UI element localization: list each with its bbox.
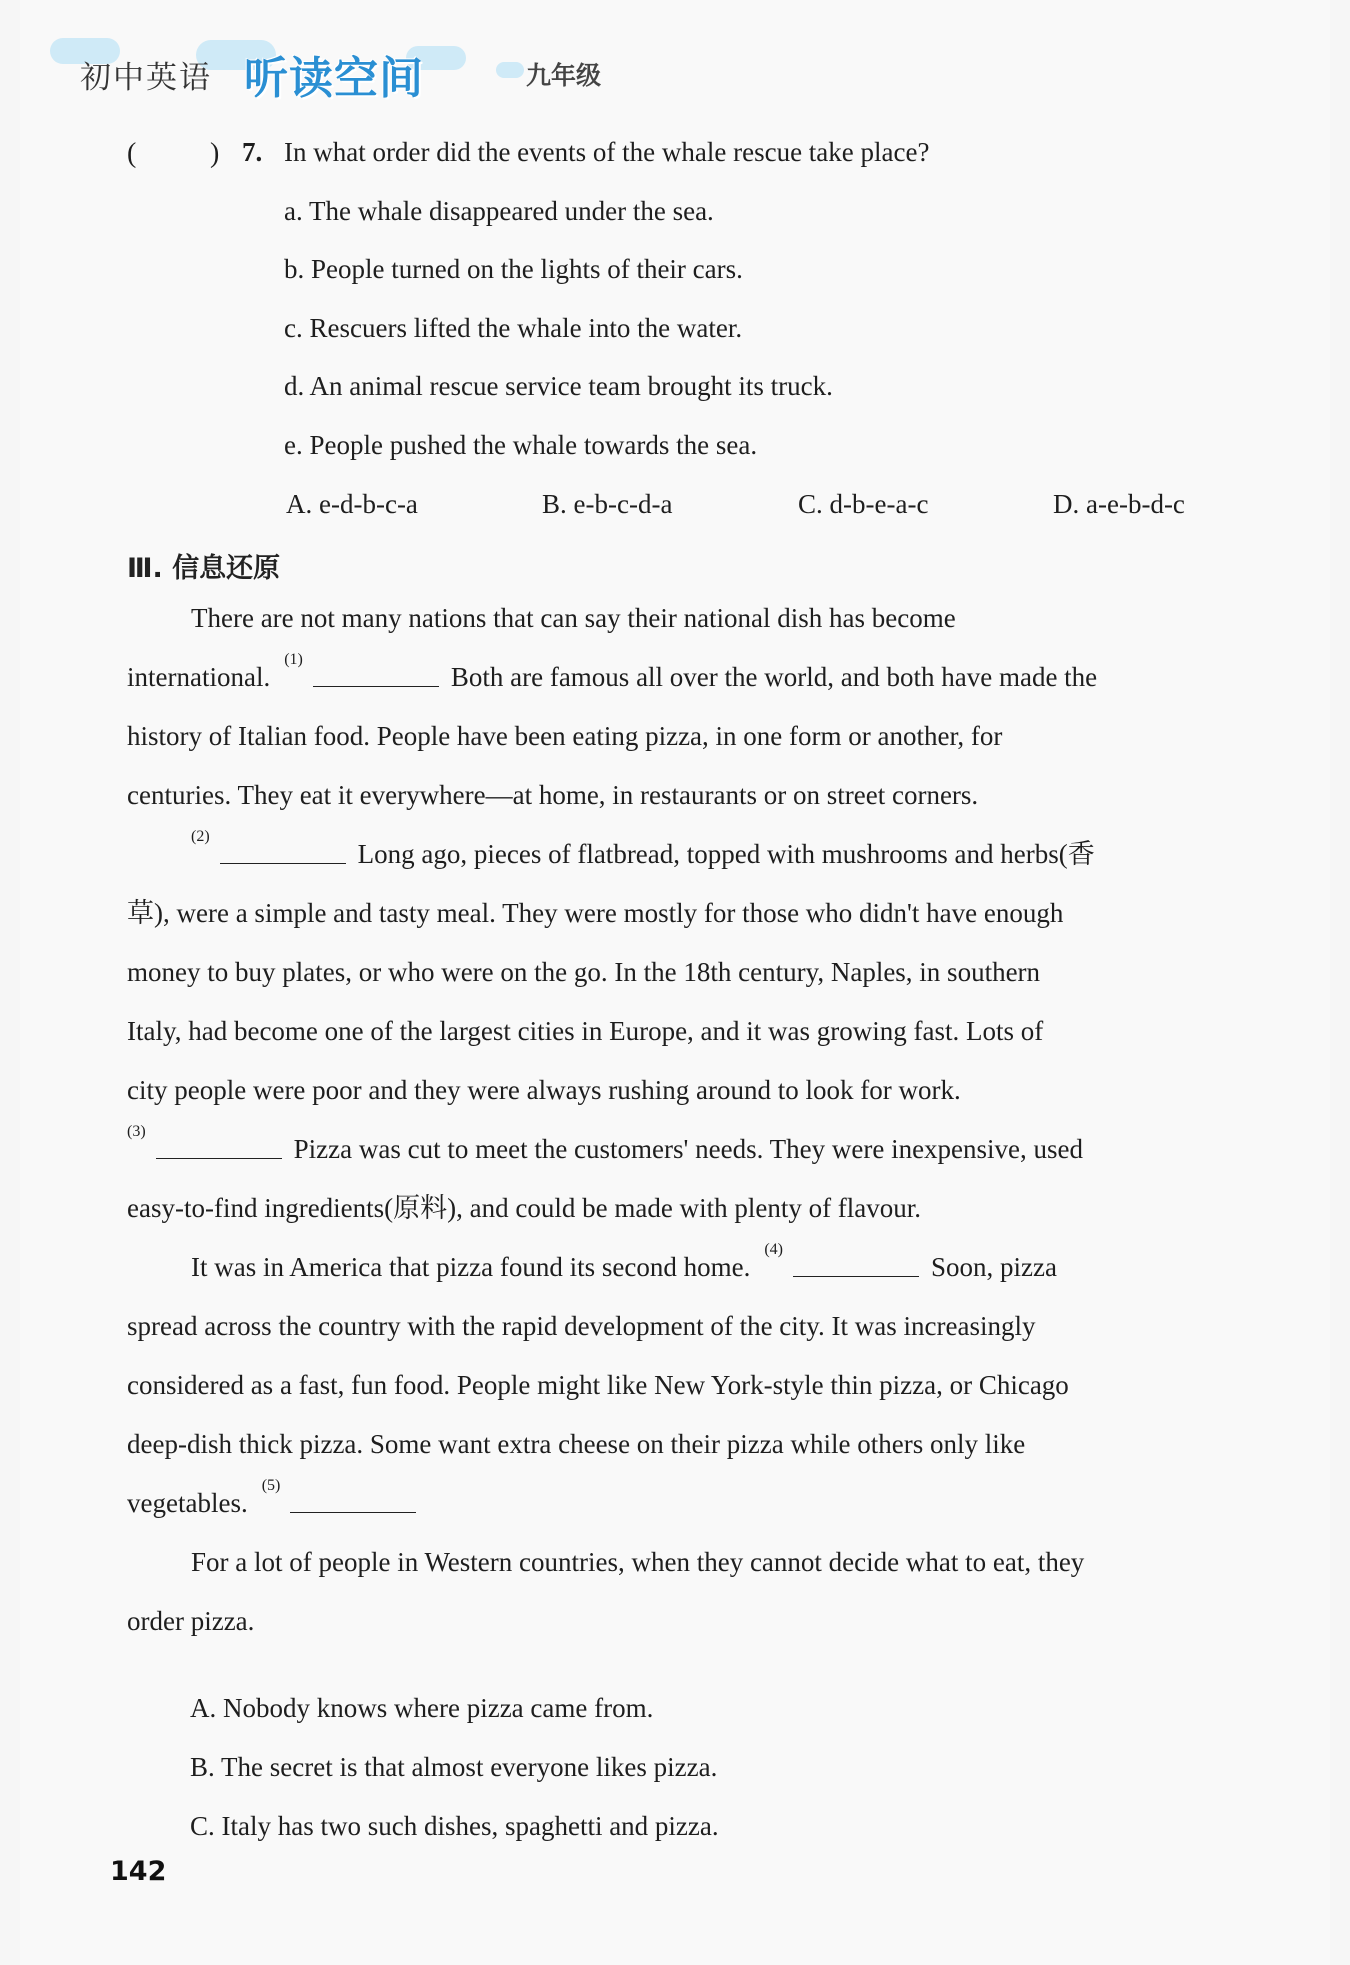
choice-b: B. e-b-c-d-a [542,489,673,519]
paragraph-line [127,828,1317,869]
text: Soon, pizza [931,1252,1057,1282]
choice-a: A. e-d-b-c-a [286,489,418,519]
paragraph-line [127,1077,1253,1104]
text: order pizza. [127,1606,255,1636]
answer-option-a: A. Nobody knows where pizza came from. [190,1693,654,1723]
text: city people were poor and they were always rushing around to look for work. [127,1075,961,1105]
book-title: 听读空间 [244,53,424,104]
answer-option-b: B. The secret is that almost everyone likes pizza. [190,1752,718,1782]
text: Long ago, pieces of flatbread, topped with mushrooms and herbs(香 [357,839,1095,869]
text: Italy, had become one of the largest cities in Europe, and it was growing fast. Lots of [127,1016,1044,1046]
blank-marker: (5) [261,1477,281,1494]
event-item: c. Rescuers lifted the whale into the water. [284,313,743,343]
answer-option-c: C. Italy has two such dishes, spaghetti and pizza. [190,1811,719,1841]
paragraph-line [127,1018,1253,1045]
paragraph-line [127,1549,1253,1576]
page-header [56,38,656,108]
question-number: 7. [242,137,263,167]
page [20,0,1330,1965]
text: It was in America that pizza found its second home. [191,1252,751,1282]
paragraph-line [127,1431,1253,1458]
series-name: 初中英语 [80,60,212,96]
text: vegetables. [127,1488,248,1518]
text: Pizza was cut to meet the customers' needs. They were inexpensive, used [293,1134,1084,1164]
cloud-decoration [496,62,524,78]
text: spread across the country with the rapid development of the city. It was increasingly [127,1311,1036,1341]
text: deep-dish thick pizza. Some want extra cheese on their pizza while others only like [127,1429,1026,1459]
page-number: 142 [110,1856,167,1887]
paragraph-line [127,651,1253,692]
answer-blank[interactable] [290,1490,416,1513]
text: money to buy plates, or who were on the go. In the 18th century, Naples, in southern [127,957,1041,987]
text: easy-to-find ingredients(原料), and could be made with plenty of flavour. [127,1193,922,1223]
text: considered as a fast, fun food. People might like New York-style thin pizza, or Chicago [127,1370,1069,1400]
event-item: a. The whale disappeared under the sea. [284,196,714,226]
event-item: d. An animal rescue service team brought its truck. [284,371,833,401]
text: centuries. They eat it everywhere—at home, in restaurants or on street corners. [127,780,979,810]
paragraph-line [127,1372,1253,1399]
choice-c: C. d-b-e-a-c [798,489,929,519]
answer-bracket-open: ( [127,138,137,169]
answer-blank[interactable] [793,1254,919,1277]
paragraph-line [127,1608,1253,1635]
paragraph-line [127,1313,1253,1340]
text: 草), were a simple and tasty meal. They were mostly for those who didn't have enough [127,898,1064,928]
paragraph-line [127,723,1253,750]
event-item: e. People pushed the whale towards the sea. [284,430,758,460]
blank-marker: (1) [284,651,303,668]
grade-label: 九年级 [526,61,602,90]
paragraph-line [127,605,1253,632]
text: For a lot of people in Western countries, when they cannot decide what to eat, they [191,1547,1085,1577]
blank-marker: (2) [191,828,210,845]
event-item: b. People turned on the lights of their cars. [284,254,743,284]
choice-d: D. a-e-b-d-c [1053,489,1185,519]
paragraph-line [127,1123,1253,1164]
text: history of Italian food. People have been eating pizza, in one form or another, for [127,721,1003,751]
blank-marker: (4) [764,1241,783,1258]
paragraph-line [127,900,1253,927]
section-title: Ⅲ. 信息还原 [127,553,281,584]
text: international. [127,662,271,692]
answer-blank[interactable] [156,1136,282,1159]
answer-blank[interactable] [313,664,439,687]
paragraph-line [127,1477,1253,1518]
answer-bracket-close: ) [210,138,220,169]
question-text: In what order did the events of the whale rescue take place? [284,137,930,167]
answer-blank[interactable] [220,841,346,864]
paragraph-line [127,782,1253,809]
paragraph-line [127,1195,1253,1222]
text: Both are famous all over the world, and both have made the [450,662,1098,692]
blank-marker: (3) [127,1123,146,1140]
text: There are not many nations that can say their national dish has become [191,603,956,633]
paragraph-line [127,1241,1317,1282]
paragraph-line [127,959,1253,986]
